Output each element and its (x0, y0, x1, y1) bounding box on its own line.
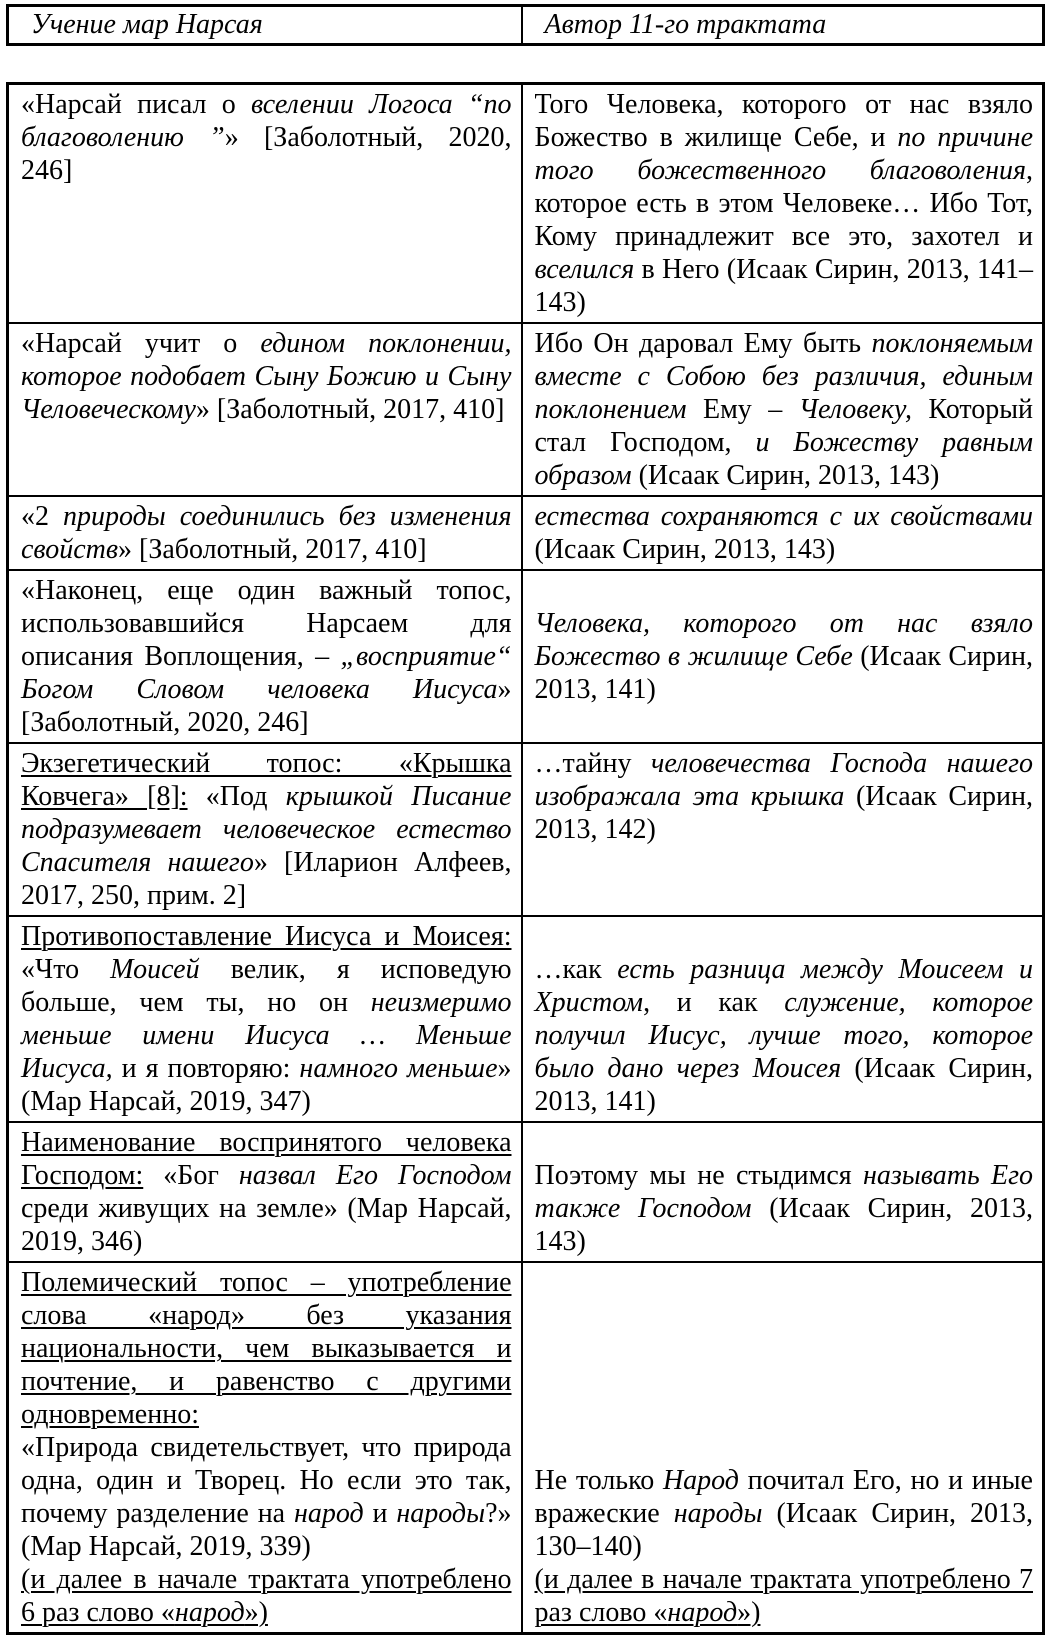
text-run: (Исаак Сирин, 2013, 143) (534, 534, 836, 565)
text-run: почитал Его, но и иные вражеские (534, 1465, 1033, 1529)
text-run: ») (244, 1597, 268, 1628)
text-run: «Под (187, 781, 286, 812)
paragraph (21, 327, 512, 426)
text-run: народы (673, 1498, 763, 1529)
column-titles-table (6, 4, 1045, 46)
paragraph (21, 1563, 512, 1629)
text-run: крышкой Писание подразумевает человеческое естество Спасителя нашего (21, 781, 512, 878)
text-run: (Исаак Сирин, 2013, 143) (534, 1193, 1033, 1257)
paragraph (535, 500, 1034, 566)
paragraph (21, 1126, 512, 1258)
table-row (8, 570, 1044, 743)
paragraph (21, 1431, 512, 1563)
text-run: Противопоставление Иисуса и Моисея: (21, 921, 512, 952)
table-row (8, 323, 1044, 496)
table-row (8, 1262, 1044, 1634)
text-run: «Нарсай учит о (21, 328, 261, 359)
paragraph (535, 953, 1034, 1118)
text-run: Моисей (110, 954, 200, 985)
cell-narsai-ark-lid (8, 743, 522, 916)
text-run: служение, которое получил Иисус, лучше того, которое было дано через Моисея (534, 987, 1033, 1084)
table-row (8, 84, 1044, 324)
cell-isaac-indwelling (522, 84, 1044, 324)
table-row (8, 496, 1044, 570)
text-run: …тайну (534, 748, 651, 779)
text-run: Того Человека, которого от нас взяло Божество в жилище Себе, и (534, 89, 1033, 153)
paragraph (535, 88, 1034, 319)
text-run: «Наконец, еще один важный топос, использовавшийся Нарсаем для описания Воплощения, – (21, 575, 512, 672)
cell-narsai-indwelling (8, 84, 522, 324)
paragraph (21, 88, 512, 187)
table-row (8, 916, 1044, 1122)
cell-isaac-people-topos (522, 1262, 1044, 1634)
paragraph (535, 1159, 1034, 1258)
text-run: …как (534, 954, 618, 985)
cell-isaac-single-worship (522, 323, 1044, 496)
text-run: » [Заболотный, 2020, 246] (21, 122, 512, 186)
cell-narsai-single-worship (8, 323, 522, 496)
column-title-narsai: Учение мар Нарсая (8, 6, 522, 45)
text-run: народ (293, 1498, 364, 1529)
text-run: (и далее в начале трактата употреблено 7 раз слово « (534, 1564, 1033, 1628)
text-run: Народ (662, 1465, 739, 1496)
text-run: Наименование воспринятого человека Господом: (21, 1127, 512, 1191)
text-run: » (Мар Нарсай, 2019, 347) (21, 1053, 512, 1117)
cell-narsai-two-natures (8, 496, 522, 570)
text-run: Поэтому мы не стыдимся (534, 1160, 863, 1191)
cell-isaac-jesus-vs-moses (522, 916, 1044, 1122)
text-run: «Бог (143, 1160, 239, 1191)
table-row (8, 743, 1044, 916)
text-run: » [Заболотный, 2020, 246] (21, 674, 512, 738)
paragraph (535, 327, 1034, 492)
text-run: едином поклонении, которое подобает Сыну Божию и Сыну Человеческому (21, 328, 512, 425)
text-run: (Исаак Сирин, 2013, 141) (534, 641, 1033, 705)
text-run: есть разница между Моисеем и Христом (534, 954, 1033, 1018)
text-run: Ему – (686, 394, 799, 425)
text-run: вселился (534, 254, 635, 285)
text-run: назвал Его Господом (238, 1160, 512, 1191)
cell-narsai-named-lord (8, 1122, 522, 1262)
text-run: Человека, которого от нас взяло Божество в жилище Себе (534, 608, 1033, 672)
text-run: (Исаак Сирин, 2013, 141) (534, 1053, 1033, 1117)
text-run: народ (667, 1597, 738, 1628)
text-run: , и как (643, 987, 785, 1018)
text-run: народы (396, 1498, 486, 1529)
text-run: » [Заболотный, 2017, 410] (118, 534, 427, 565)
text-run: Который стал Господом, (534, 394, 1034, 458)
text-run: , которое есть в этом Человеке… Ибо Тот, Кому принадлежит все это, захотел и (534, 155, 1033, 252)
paragraph (21, 920, 512, 1118)
table-header-row (8, 6, 1044, 45)
text-run: ?» (Мар Нарсай, 2019, 339) (21, 1498, 512, 1562)
text-run: и я повторяю: (112, 1053, 300, 1084)
cell-narsai-assumption (8, 570, 522, 743)
text-run: намного меньше (299, 1053, 498, 1084)
text-run: и Божеству равным образом (534, 427, 1033, 491)
text-run: » [Заболотный, 2017, 410] (195, 394, 505, 425)
text-run: и (363, 1498, 397, 1529)
cell-isaac-two-natures (522, 496, 1044, 570)
text-run: вселении Логоса “по благоволению ” (21, 89, 512, 153)
text-run: естества сохраняются с их свойствами (534, 501, 1033, 532)
text-run: » [Иларион Алфеев, 2017, 250, прим. 2] (21, 847, 512, 911)
comparison-table (6, 82, 1045, 1635)
text-run: Экзегетический топос: «Крышка Ковчега» [8]: (21, 748, 512, 812)
text-run: народ (174, 1597, 245, 1628)
text-run: (и далее в начале трактата употреблено 6 раз слово « (21, 1564, 512, 1628)
cell-narsai-jesus-vs-moses (8, 916, 522, 1122)
text-run: Человеку, (798, 394, 912, 425)
paragraph (535, 747, 1034, 846)
text-run: велик, я исповедую больше, чем ты, но он (21, 954, 512, 1018)
paragraph (21, 747, 512, 912)
text-run: ») (737, 1597, 761, 1628)
text-run: поклоняемым вместе с Собою без различия, единым поклонением (534, 328, 1033, 425)
text-run: в Него (Исаак Сирин, 2013, 141–143) (534, 254, 1033, 318)
paragraph (535, 1464, 1034, 1563)
text-run: по причине того божественного благоволения (534, 122, 1033, 186)
text-run: (Исаак Сирин, 2013, 142) (534, 781, 1033, 845)
cell-isaac-ark-lid (522, 743, 1044, 916)
cell-narsai-people-topos (8, 1262, 522, 1634)
text-run: „восприятие“ Богом Словом человека Иисуса (21, 641, 512, 705)
text-run: среди живущих на земле» (Мар Нарсай, 2019, 346) (21, 1193, 512, 1257)
text-run: Не только (534, 1465, 663, 1496)
text-run: «Природа свидетельствует, что природа одна, один и Творец. Но если это так, почему разделение на (21, 1432, 512, 1529)
text-run: «Что (21, 954, 111, 985)
paragraph (21, 574, 512, 739)
cell-isaac-named-lord (522, 1122, 1044, 1262)
text-run: (Исаак Сирин, 2013, 143) (631, 460, 940, 491)
paragraph (21, 1266, 512, 1431)
text-run: называть Его также Господом (534, 1160, 1034, 1224)
text-run: «2 (21, 501, 64, 532)
text-run: «Нарсай писал о (21, 89, 252, 120)
column-title-treatise-author: Автор 11-го трактата (522, 6, 1044, 45)
text-run: неизмеримо меньше имени Иисуса … Меньше Иисуса, (21, 987, 512, 1084)
text-run: Ибо Он даровал Ему быть (534, 328, 872, 359)
text-run: (Исаак Сирин, 2013, 130–140) (534, 1498, 1033, 1562)
paragraph (535, 1563, 1034, 1629)
paragraph (535, 607, 1034, 706)
text-run: человечества Господа нашего изображала эта крышка (534, 748, 1033, 812)
paragraph (21, 500, 512, 566)
table-row (8, 1122, 1044, 1262)
text-run: Полемический топос – употребление слова «народ» без указания национальности, чем выказывается и почтение, и равенство с другими одновременно: (21, 1267, 512, 1430)
cell-isaac-assumption (522, 570, 1044, 743)
text-run: природы соединились без изменения свойств (21, 501, 512, 565)
